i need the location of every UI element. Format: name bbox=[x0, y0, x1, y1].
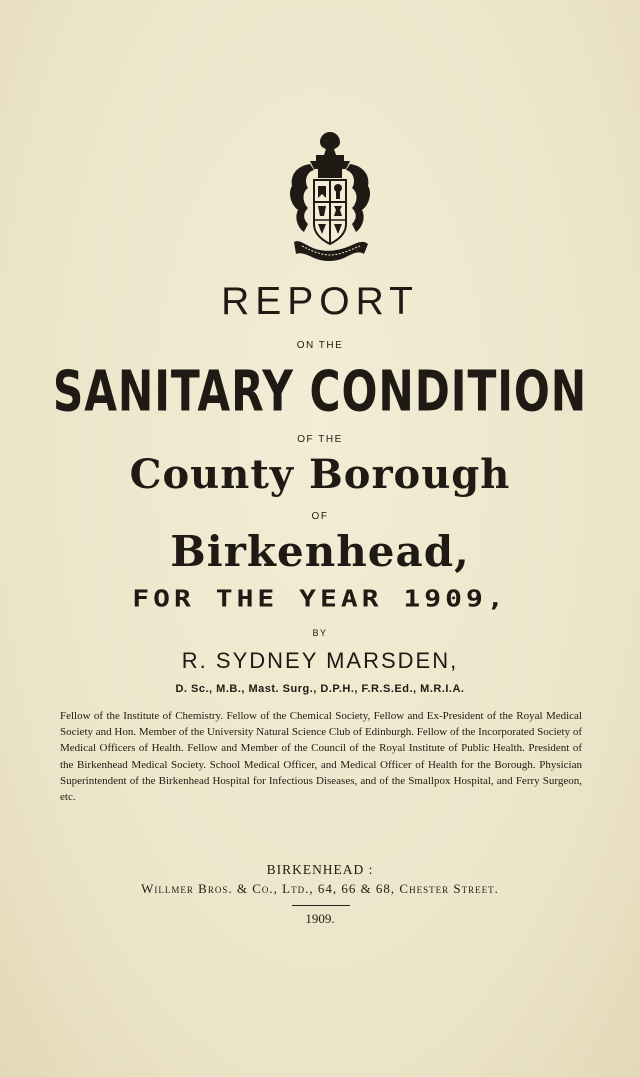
place-heading: Birkenhead, bbox=[170, 527, 470, 576]
coat-of-arms-icon bbox=[280, 128, 380, 270]
by-label: BY bbox=[312, 628, 328, 638]
imprint-place: BIRKENHEAD : bbox=[266, 862, 374, 877]
main-title: SANITARY CONDITION bbox=[52, 358, 588, 424]
of-label: OF bbox=[311, 511, 329, 522]
divider-rule bbox=[292, 905, 350, 906]
report-heading: REPORT bbox=[221, 280, 419, 323]
author-name: R. SYDNEY MARSDEN, bbox=[181, 648, 459, 673]
imprint-publisher: Willmer Bros. & Co., Ltd., 64, 66 & 68, Chester Street. bbox=[141, 881, 499, 896]
author-degrees: D. Sc., M.B., Mast. Surg., D.P.H., F.R.S.Ed., M.R.I.A. bbox=[175, 683, 465, 695]
of-the-label: OF THE bbox=[297, 434, 343, 445]
imprint-year: 1909. bbox=[305, 911, 335, 926]
on-the-label: ON THE bbox=[296, 340, 344, 351]
year-heading: FOR THE YEAR 1909, bbox=[132, 585, 508, 613]
county-borough-heading: County Borough bbox=[129, 451, 511, 498]
author-bio: Fellow of the Institute of Chemistry. Fellow of the Chemical Society, Fellow and Ex-President of the Royal Medical Society and Hon. Member of the University Natural Science Club of Edinburgh. Fellow of the Incorporated Society of Medical Officers of Health. Fellow and Member of the Council of the Royal Institute of Public Health. President of the Birkenhead Medical Society. School Medical Officer, and Medical Officer of Health for the Borough. Physician Superintendent of the Birkenhead Hospital for Infectious Diseases, and of the Smallpox Hospital, and Ferry Surgeon, etc. bbox=[60, 710, 582, 804]
